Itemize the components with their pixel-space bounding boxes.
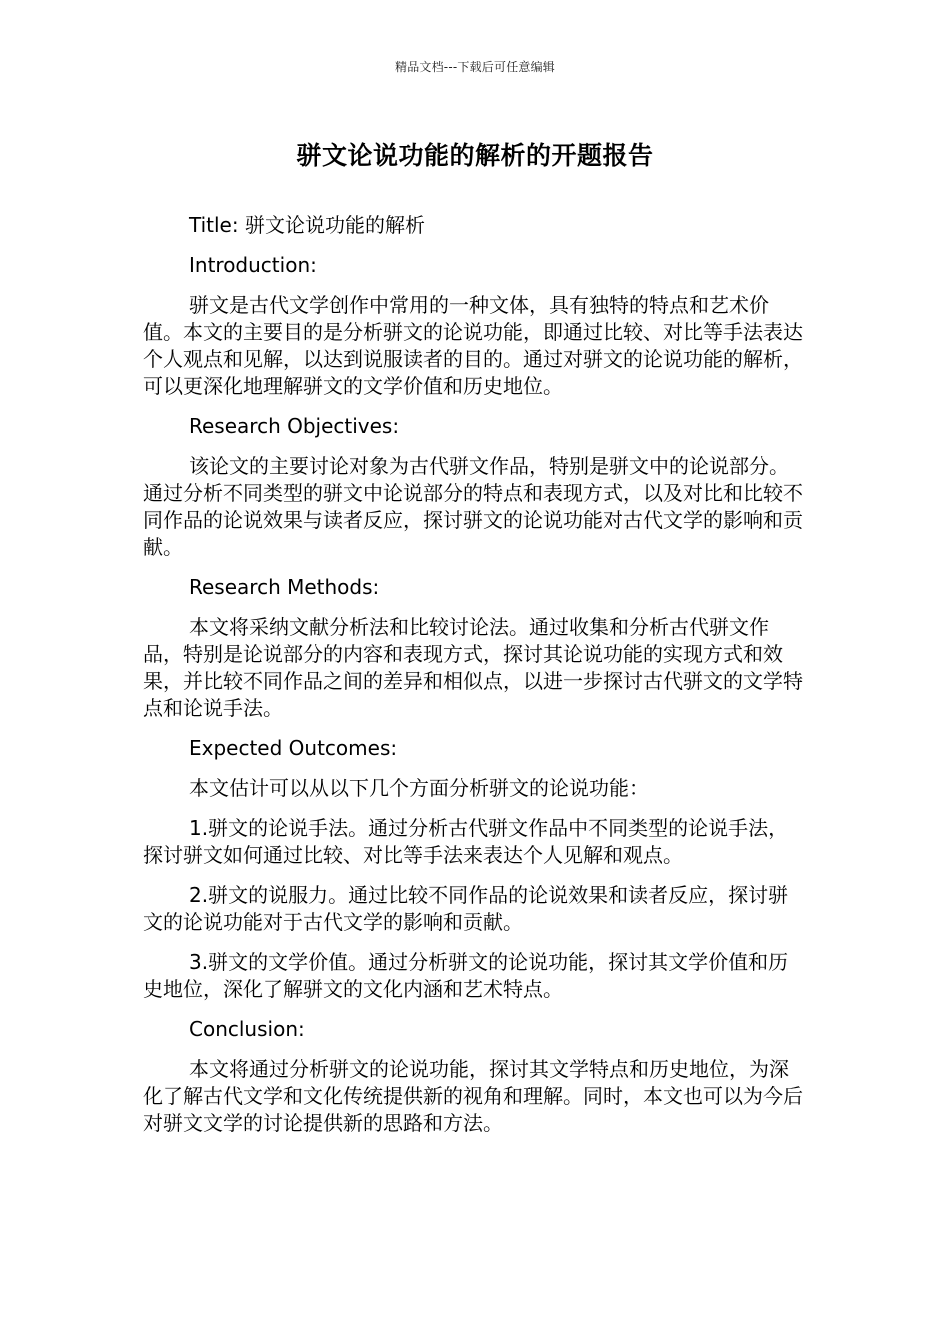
conclusion-paragraph: 本文将通过分析骈文的论说功能，探讨其文学特点和历史地位，为深化了解古代文学和文化传统提供新的视角和理解。同时，本文也可以为今后对骈文文学的讨论提供新的思路和方法。	[143, 1057, 803, 1135]
introduction-paragraph: 骈文是古代文学创作中常用的一种文体，具有独特的特点和艺术价值。本文的主要目的是分析骈文的论说功能，即通过比较、对比等手法表达个人观点和见解，以达到说服读者的目的。通过对骈文的论说功能的解析，可以更深化地理解骈文的文学价值和历史地位。	[143, 293, 803, 398]
methods-paragraph: 本文将采纳文献分析法和比较讨论法。通过收集和分析古代骈文作品，特别是论说部分的内容和表现方式，探讨其论说功能的实现方式和效果，并比较不同作品之间的差异和相似点，以进一步探讨古代骈文的文学特点和论说手法。	[143, 615, 803, 720]
outcome-item-3: 3.骈文的文学价值。通过分析骈文的论说功能，探讨其文学价值和历史地位，深化了解骈文的文化内涵和艺术特点。	[143, 950, 789, 1001]
objectives-heading: Research Objectives:	[189, 414, 400, 438]
document-title: 骈文论说功能的解析的开题报告	[296, 141, 654, 170]
outcomes-intro: 本文估计可以从以下几个方面分析骈文的论说功能：	[189, 776, 649, 800]
outcomes-heading: Expected Outcomes:	[189, 736, 398, 760]
introduction-heading: Introduction:	[189, 253, 317, 277]
methods-heading: Research Methods:	[189, 575, 380, 599]
objectives-paragraph: 该论文的主要讨论对象为古代骈文作品，特别是骈文中的论说部分。通过分析不同类型的骈文中论说部分的特点和表现方式，以及对比和比较不同作品的论说效果与读者反应，探讨骈文的论说功能对古代文学的影响和贡献。	[143, 454, 803, 559]
header-note: 精品文档---下载后可任意编辑	[395, 60, 555, 74]
title-line: Title: 骈文论说功能的解析	[189, 213, 425, 237]
outcome-item-1: 1.骈文的论说手法。通过分析古代骈文作品中不同类型的论说手法，探讨骈文如何通过比较、对比等手法来表达个人见解和观点。	[143, 816, 789, 867]
conclusion-heading: Conclusion:	[189, 1017, 305, 1041]
document-body	[143, 212, 808, 1150]
outcome-item-2: 2.骈文的说服力。通过比较不同作品的论说效果和读者反应，探讨骈文的论说功能对于古代文学的影响和贡献。	[143, 883, 789, 934]
